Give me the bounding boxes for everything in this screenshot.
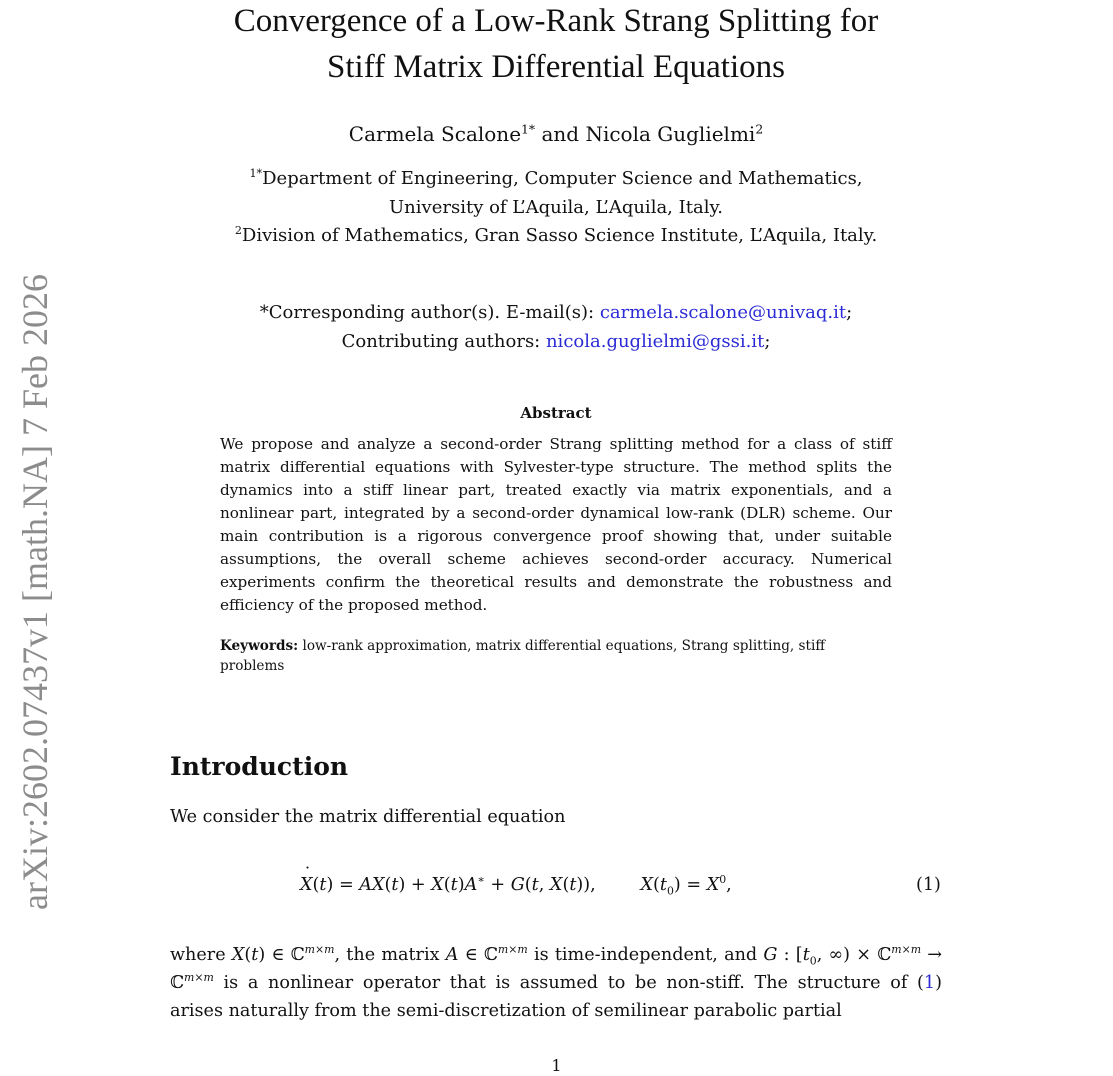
contributing-suffix: ; bbox=[764, 331, 771, 352]
keywords-text: low-rank approximation, matrix differential equations, Strang splitting, stiff problems bbox=[220, 638, 830, 674]
corresponding-author-line bbox=[170, 298, 942, 327]
equation-1: X ˙(t) = AX(t) + X(t)A∗ + G(t, X(t)), $X(t_0) = X^0$, bbox=[300, 871, 820, 899]
arxiv-identifier-stamp: arXiv:2602.07437v1 [math.NA] 7 Feb 2026 bbox=[15, 274, 55, 910]
correspondence bbox=[170, 298, 942, 356]
title-line-2: Stiff Matrix Differential Equations bbox=[327, 49, 785, 85]
affiliations bbox=[170, 165, 942, 251]
author-2: Nicola Guglielmi bbox=[585, 122, 756, 146]
introduction-paragraph-2: where X(t) ∈ ℂ$^{m\times m}$, the matrix A ∈ ℂ$^{m\times m}$ is time-independent, and G : [$t_0$, ∞) × ℂ$^{m\times m}$ → ℂ$^{m\times m}$ is a nonlinear operator that is assumed to be non-stiff. The structure of (1) arises naturally from the semi-discretization of semilinear parabolic partial bbox=[170, 943, 948, 1021]
abstract-heading: Abstract bbox=[520, 404, 592, 422]
paper-title bbox=[170, 0, 942, 90]
author-1: Carmela Scalone bbox=[348, 122, 522, 146]
corresponding-suffix: ; bbox=[846, 302, 853, 323]
affiliation-1 bbox=[170, 165, 942, 222]
contributing-prefix: Contributing authors: bbox=[341, 331, 546, 352]
author-list bbox=[170, 120, 942, 148]
affiliation-1-line-1: Department of Engineering, Computer Science and Mathematics, bbox=[262, 168, 863, 189]
affiliation-2-mark: 2 bbox=[234, 224, 242, 237]
introduction-heading: Introduction bbox=[170, 752, 349, 781]
contributing-authors-line bbox=[170, 327, 942, 356]
affiliation-2-line-1: Division of Mathematics, Gran Sasso Science Institute, L’Aquila, Italy. bbox=[241, 225, 878, 246]
introduction-paragraph-2-tail: arises naturally from the semi-discretization of semilinear parabolic partial bbox=[170, 973, 948, 1021]
title-line-1: Convergence of a Low-Rank Strang Splitting for bbox=[233, 3, 879, 39]
affiliation-1-mark: 1* bbox=[249, 167, 263, 180]
contributing-email-link[interactable]: nicola.guglielmi@gssi.it bbox=[545, 331, 765, 352]
page-number: 1 bbox=[551, 1056, 562, 1075]
abstract-body: We propose and analyze a second-order Strang splitting method for a class of stiff matrix differential equations with Sylvester-type structure. The method splits the dynamics into a stiff linear part, treated exactly via matrix exponentials, and a nonlinear part, integrated by a second-order dynamical low-rank (DLR) scheme. Our main contribution is a rigorous convergence proof showing that, under suitable assumptions, the overall scheme achieves second-order accuracy. Numerical experiments confirm the theoretical results and demonstrate the robustness and efficiency of the proposed method. bbox=[220, 435, 892, 614]
keywords-label: Keywords: bbox=[220, 638, 299, 654]
keywords bbox=[220, 636, 892, 676]
affiliation-1-line-2: University of L’Aquila, L’Aquila, Italy. bbox=[389, 196, 723, 218]
author-2-marks: 2 bbox=[755, 121, 764, 137]
equation-reference-link[interactable]: 1 bbox=[923, 973, 936, 993]
introduction-paragraph-1: We consider the matrix differential equation bbox=[170, 807, 566, 827]
corresponding-email-link[interactable]: carmela.scalone@univaq.it bbox=[599, 302, 847, 323]
equation-number: (1) bbox=[916, 875, 941, 895]
corresponding-prefix: *Corresponding author(s). E-mail(s): bbox=[259, 302, 600, 323]
author-connector: and bbox=[535, 122, 586, 146]
author-1-marks: 1* bbox=[521, 121, 536, 137]
affiliation-2 bbox=[170, 222, 942, 251]
